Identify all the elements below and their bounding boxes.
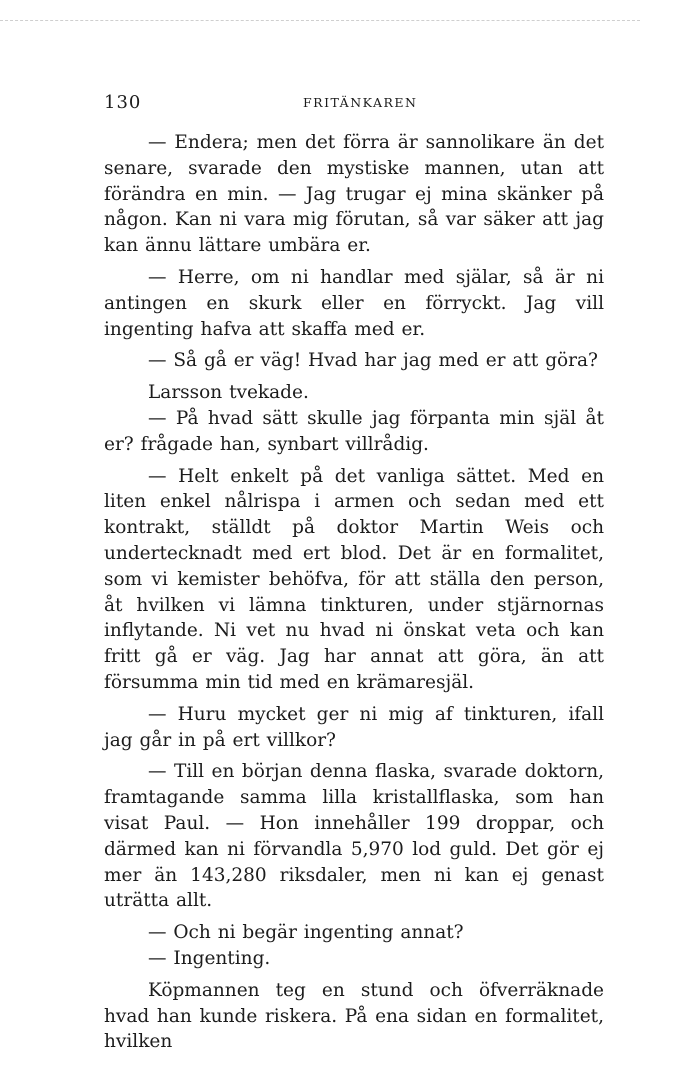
paragraph-6: — Helt enkelt på det vanliga sättet. Med en liten enkel nålrispa i armen och sedan med ett kontrakt, ställdt på doktor Martin Weis och undertecknadt med ert blod. Det är en formalitet, som vi kemister behöfva, för att ställa den person, åt hvilken vi lämna tinkturen, under stjärnornas inflytande. Ni vet nu hvad ni önskat veta och kan fritt gå er väg. Jag har annat att göra, än att försumma min tid med en krämaresjäl. — [104, 465, 604, 693]
paragraph-2: — Herre, om ni handlar med själar, så är ni antingen en skurk eller en förryckt. Jag vill ingenting hafva att skaffa med er. — [104, 266, 604, 340]
page-number: 130 — [104, 92, 142, 113]
body-text — [104, 130, 604, 1055]
paragraph-9: — Och ni begär ingenting annat? — [148, 922, 464, 944]
paragraph-10: — Ingenting. — [148, 947, 271, 969]
paragraph-1: — Endera; men det förra är sannolikare än det senare, svarade den mystiske mannen, utan att förändra en min. — Jag trugar ej mina skänker på någon. Kan ni vara mig förutan, så var säker att jag kan ännu lättare umbära er. — [104, 132, 604, 257]
page-top-edge-rule — [0, 20, 640, 21]
running-header — [104, 92, 604, 116]
paragraph-4: Larsson tvekade. — [148, 382, 309, 404]
paragraph-8: — Till en början denna flaska, svarade doktorn, framtagande samma lilla kristallflaska, som han visat Paul. — Hon innehåller 199 droppar, och därmed kan ni förvandla 5,970 lod guld. Det gör ej mer än 143,280 riksdaler, men ni kan ej genast uträtta allt. — [104, 761, 604, 912]
paragraph-3: — Så gå er väg! Hvad har jag med er att göra? — [148, 350, 598, 372]
running-title: FRITÄNKAREN — [303, 95, 418, 110]
paragraph-7: — Huru mycket ger ni mig af tinkturen, ifall jag går in på ert villkor? — [104, 703, 604, 751]
paragraph-11: Köpmannen teg en stund och öfverräknade hvad han kunde riskera. På ena sidan en formalitet, hvilken — [104, 979, 604, 1053]
paragraph-5: — På hvad sätt skulle jag förpanta min själ åt er? frågade han, synbart villrådig. — [104, 407, 604, 455]
